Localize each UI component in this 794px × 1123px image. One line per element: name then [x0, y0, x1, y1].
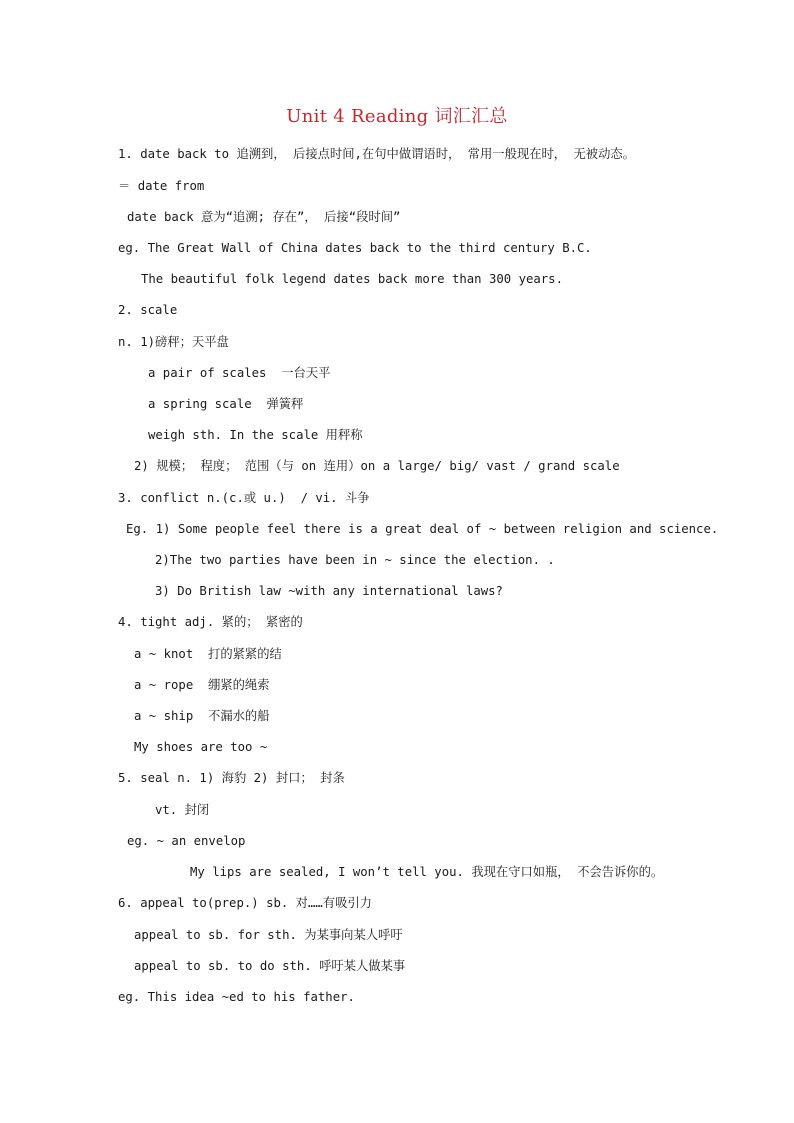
- entry-1-equivalent: ＝ date from: [118, 179, 205, 193]
- entry-3-heading: 3. conflict n.(c.或 u.) / vi. 斗争: [118, 491, 370, 505]
- entry-2-heading: 2. scale: [118, 303, 178, 317]
- document-title: Unit 4 Reading 词汇汇总: [286, 106, 508, 127]
- entry-5-verb-sense: vt. 封闭: [155, 803, 210, 817]
- entry-3-example-3: 3) Do British law ~with any international laws?: [155, 584, 503, 598]
- entry-1-example-2: The beautiful folk legend dates back more than 300 years.: [141, 272, 563, 286]
- entry-2-phrase-3: weigh sth. In the scale 用秤称: [148, 428, 363, 442]
- entry-6-phrase-1: appeal to sb. for sth. 为某事向某人呼吁: [134, 928, 403, 942]
- entry-5-example-2: My lips are sealed, I won’t tell you. 我现在守口如瓶， 不会告诉你的。: [190, 865, 664, 879]
- entry-5-example-1: eg. ~ an envelop: [127, 834, 246, 848]
- entry-4-example: My shoes are too ~: [134, 740, 268, 754]
- entry-3-example-2: 2)The two parties have been in ~ since the election. .: [155, 553, 555, 567]
- entry-3-example-1: Eg. 1) Some people feel there is a great deal of ~ between religion and science.: [126, 522, 719, 536]
- entry-2-sense-1: n. 1)磅秤；天平盘: [118, 335, 229, 349]
- entry-2-sense-2: 2) 规模； 程度； 范围（与 on 连用）on a large/ big/ vast / grand scale: [134, 459, 620, 473]
- entry-2-phrase-2: a spring scale 弹簧秤: [148, 397, 304, 411]
- entry-2-phrase-1: a pair of scales 一台天平: [148, 366, 331, 380]
- entry-4-heading: 4. tight adj. 紧的； 紧密的: [118, 615, 303, 629]
- entry-1-example-1: eg. The Great Wall of China dates back to the third century B.C.: [118, 241, 592, 255]
- entry-6-heading: 6. appeal to(prep.) sb. 对……有吸引力: [118, 896, 372, 910]
- entry-4-phrase-3: a ~ ship 不漏水的船: [134, 709, 270, 723]
- entry-6-example: eg. This idea ~ed to his father.: [118, 990, 355, 1004]
- entry-1-definition: 1. date back to 追溯到， 后接点时间,在句中做谓语时， 常用一般现在时， 无被动态。: [118, 147, 635, 161]
- entry-1-note: date back 意为“追溯; 存在”， 后接“段时间”: [127, 210, 401, 224]
- entry-4-phrase-2: a ~ rope 绷紧的绳索: [134, 678, 270, 692]
- entry-5-heading: 5. seal n. 1) 海豹 2) 封口； 封条: [118, 771, 345, 785]
- entry-4-phrase-1: a ~ knot 打的紧紧的结: [134, 647, 282, 661]
- entry-6-phrase-2: appeal to sb. to do sth. 呼吁某人做某事: [134, 959, 406, 973]
